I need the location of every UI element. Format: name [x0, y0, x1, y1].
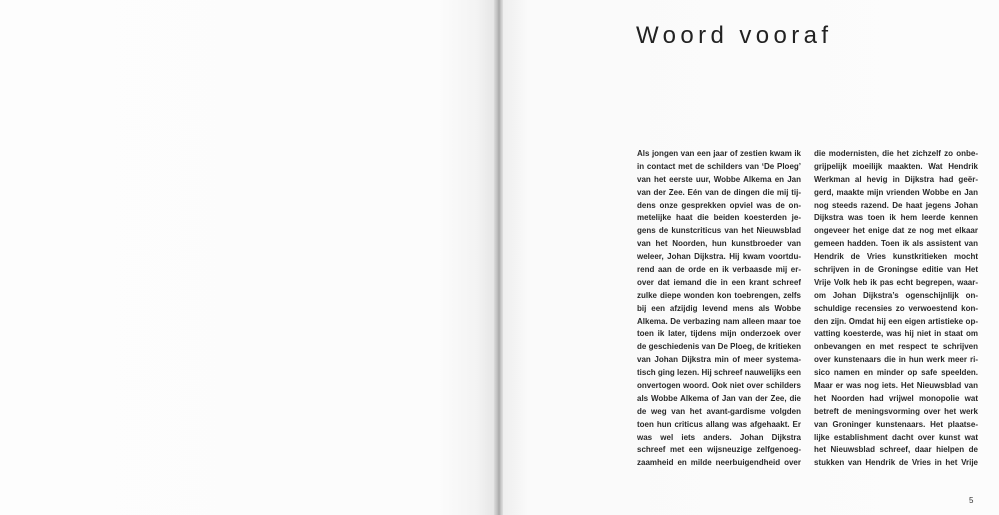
- text-line: over kunstenaars die in hun werk meer ri-: [814, 355, 978, 365]
- text-line: weleer, Johan Dijkstra. Hij kwam voortdu-: [637, 252, 801, 262]
- text-line: gerd, maakte mijn vrienden Wobbe en Jan: [814, 187, 978, 197]
- text-line: Als jongen van een jaar of zestien kwam ik: [637, 149, 801, 158]
- text-line: van Groninger kunstenaars. Het plaatse-: [814, 419, 978, 429]
- text-line: de weg van het avant-gardisme volgden: [637, 406, 801, 416]
- text-line: van het Noorden, hun kunstbroeder van: [637, 239, 801, 249]
- text-line: rend aan de orde en ik verbaasde mij er-: [637, 265, 801, 275]
- text-line: schrijven in de Groningse editie van Het: [814, 265, 978, 275]
- text-line: Maar er was nog iets. Het Nieuwsblad van: [814, 381, 978, 391]
- text-line: het Noorden had vrijwel monopolie wat: [814, 393, 978, 403]
- text-line: gens de kunstcriticus van het Nieuwsblad: [637, 226, 801, 236]
- text-line: nog steeds razend. De haat jegens Johan: [814, 200, 978, 210]
- text-line: schuldige recensies zo verwoestend kon-: [814, 303, 978, 313]
- text-line: toen hun criticus allang was afgehaakt. Er: [637, 419, 801, 429]
- page-number: 5: [969, 496, 974, 505]
- text-line: zaamheid en milde neerbuigendheid over: [637, 458, 801, 468]
- text-line: was wel iets anders. Johan Dijkstra: [637, 432, 801, 442]
- text-line: ongeveer het enige dat ze nog met elkaar: [814, 226, 978, 236]
- text-line: om Johan Dijkstra’s ogenschijnlijk on-: [814, 290, 978, 300]
- text-line: Werkman al hevig in Dijkstra had geër-: [814, 174, 978, 184]
- left-page-blank: [0, 0, 497, 515]
- page-title: Woord vooraf: [636, 22, 833, 49]
- text-line: Alkema. De verbazing nam alleen maar toe: [637, 316, 801, 326]
- text-line: in contact met de schilders van ‘De Ploeg’: [637, 161, 801, 171]
- text-line: dens onze gesprekken opviel was de on-: [637, 200, 801, 210]
- text-line: lijke establishment dacht over kunst wat: [814, 432, 978, 442]
- text-line: Vrije Volk heb ik pas echt begrepen, waar-: [814, 277, 978, 287]
- text-line: grijpelijk moeilijk maakten. Wat Hendrik: [814, 161, 978, 171]
- text-line: van der Zee. Eén van de dingen die mij tij-: [637, 187, 801, 197]
- text-line: van het eerste uur, Wobbe Alkema en Jan: [637, 174, 801, 184]
- text-line: onvertogen woord. Ook niet over schilders: [637, 381, 801, 391]
- text-line: toen ik later, tijdens mijn onderzoek over: [637, 329, 801, 339]
- text-line: tisch ging lezen. Hij schreef nauwelijks een: [637, 368, 801, 378]
- text-line: gemeen hadden. Toen ik als assistent van: [814, 239, 978, 249]
- text-line: van Johan Dijkstra min of meer systema-: [637, 355, 801, 365]
- text-line: over dat iemand die in een krant schreef: [637, 277, 801, 287]
- text-line: Hendrik de Vries kunstkritieken mocht: [814, 252, 978, 262]
- text-line: den zijn. Omdat hij een eigen artistieke op-: [814, 316, 978, 326]
- text-line: die modernisten, die het zichzelf zo onbe-: [814, 149, 978, 158]
- text-line: sico namen en minder op safe speelden.: [814, 368, 978, 378]
- text-line: het Nieuwsblad schreef, daar hielpen de: [814, 445, 978, 455]
- text-line: de geschiedenis van De Ploeg, de kritieken: [637, 342, 801, 352]
- text-line: zulke diepe wonden kon toebrengen, zelfs: [637, 290, 801, 300]
- text-line: als Wobbe Alkema of Jan van der Zee, die: [637, 393, 801, 403]
- text-line: metelijke haat die beiden koesterden je-: [637, 213, 801, 223]
- text-line: schreef met een wijsneuzige zelfgenoeg-: [637, 445, 801, 455]
- text-line: stukken van Hendrik de Vries in het Vrije: [814, 458, 978, 468]
- text-column-right: [814, 148, 978, 470]
- text-line: vatting koesterde, was hij niet in staat om: [814, 329, 978, 339]
- text-line: Dijkstra was toen ik hem leerde kennen: [814, 213, 978, 223]
- text-line: betreft de meningsvorming over het werk: [814, 406, 978, 416]
- text-column-left: [637, 148, 801, 470]
- text-line: onbevangen en met respect te schrijven: [814, 342, 978, 352]
- text-line: bij een afzijdig levend mens als Wobbe: [637, 303, 801, 313]
